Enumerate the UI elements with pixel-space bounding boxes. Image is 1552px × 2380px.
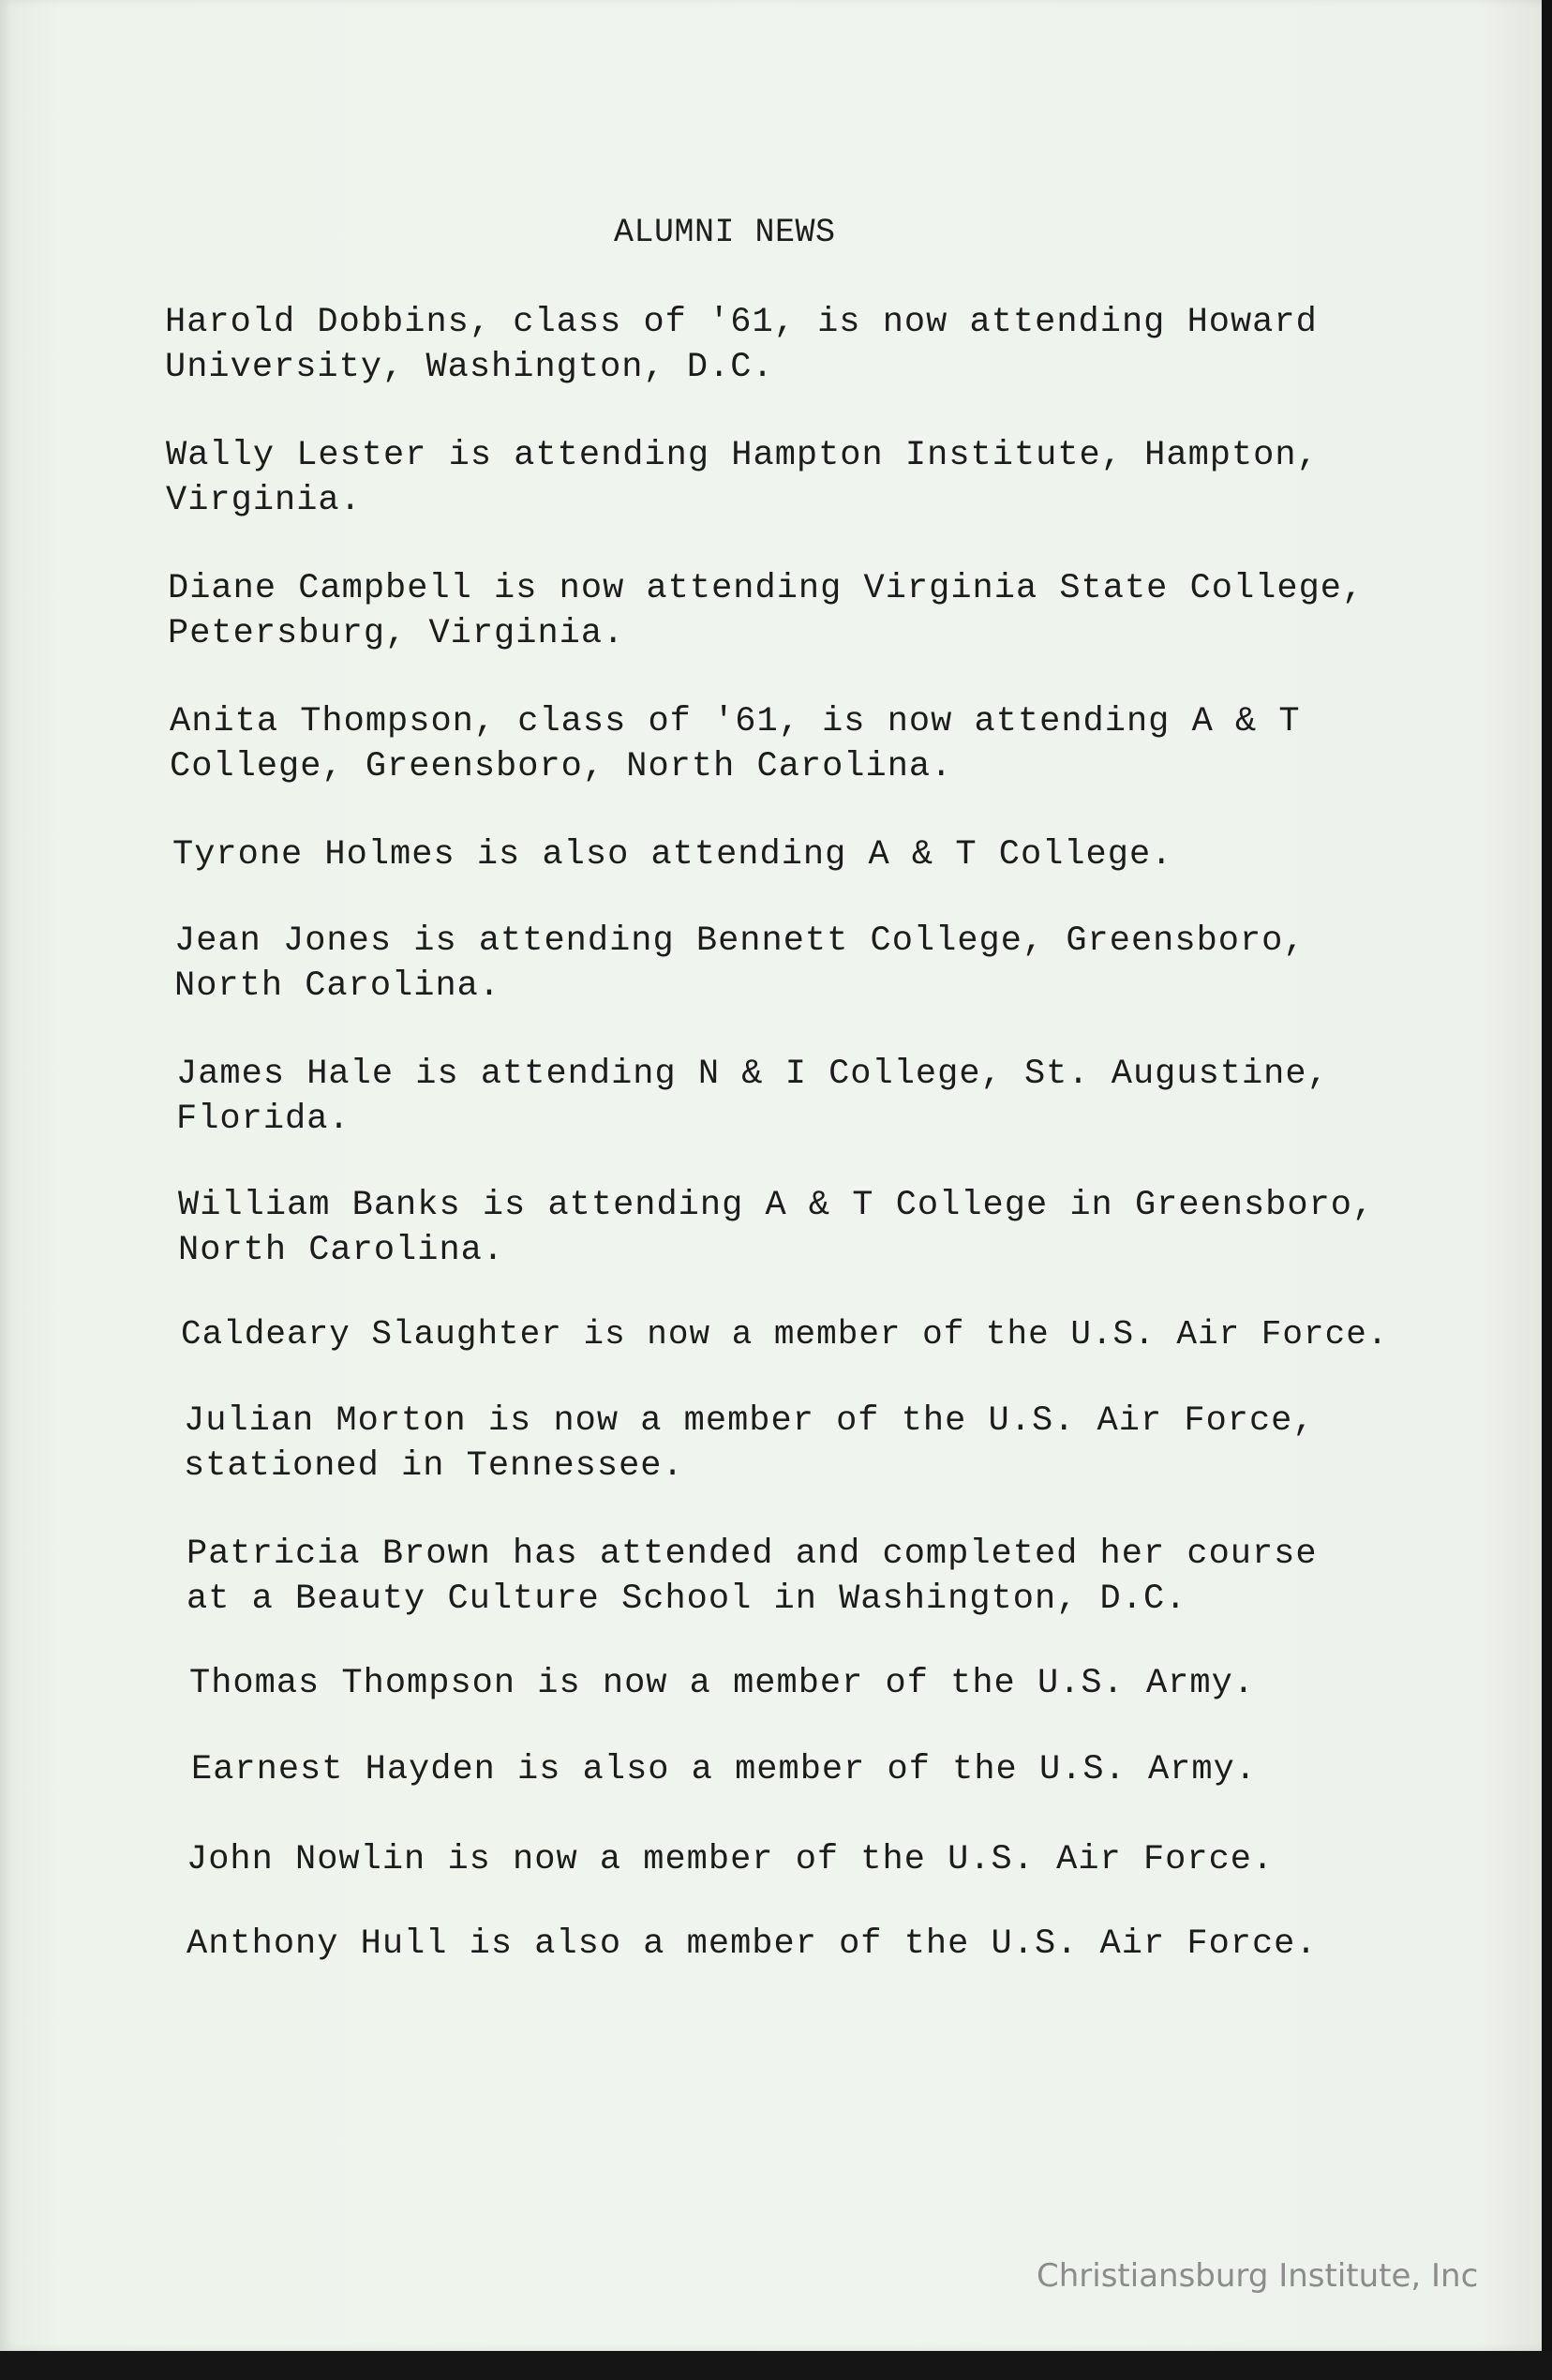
news-entry — [168, 566, 1364, 656]
entry-line: Diane Campbell is now attending Virginia State College, — [168, 569, 1365, 608]
news-entry — [172, 832, 1172, 877]
entry-line: John Nowlin is now a member of the U.S. Air Force. — [187, 1840, 1275, 1879]
entry-line: Anita Thompson, class of '61, is now attending A & T — [170, 702, 1301, 741]
entry-line: Thomas Thompson is now a member of the U.S. Army. — [189, 1664, 1255, 1703]
news-entry — [165, 300, 1318, 390]
news-entry — [184, 1399, 1315, 1489]
watermark: Christiansburg Institute, Inc — [1037, 2257, 1479, 2295]
entry-line: William Banks is attending A & T College in Greensboro, — [178, 1186, 1375, 1225]
entry-line: Caldeary Slaughter is now a member of the U.S. Air Force. — [181, 1315, 1389, 1354]
news-entry — [187, 1532, 1318, 1622]
news-entry — [187, 1922, 1318, 1967]
entry-line: North Carolina. — [174, 966, 501, 1006]
entry-line: James Hale is attending N & I College, St. Augustine, — [176, 1055, 1329, 1094]
entry-line: at a Beauty Culture School in Washington, D.C. — [187, 1579, 1187, 1619]
news-entry — [176, 1052, 1329, 1142]
entry-line: Wally Lester is attending Hampton Institute, Hampton, — [166, 436, 1319, 475]
news-entry — [166, 433, 1319, 523]
entry-line: Patricia Brown has attended and completed her course — [187, 1534, 1318, 1574]
news-entry — [174, 919, 1306, 1009]
news-entry — [178, 1183, 1374, 1273]
scan-border-bottom — [0, 2351, 1552, 2380]
news-entry — [191, 1747, 1257, 1792]
scan-border-right — [1542, 0, 1552, 2380]
entry-line: Anthony Hull is also a member of the U.S. Air Force. — [187, 1924, 1318, 1964]
news-entry — [189, 1661, 1255, 1706]
entry-line: Harold Dobbins, class of '61, is now attending Howard — [165, 303, 1318, 342]
news-entry — [181, 1312, 1388, 1357]
entry-line: North Carolina. — [178, 1231, 505, 1270]
news-entry — [187, 1837, 1274, 1882]
entry-line: Jean Jones is attending Bennett College, Greensboro, — [174, 921, 1306, 961]
entry-line: Julian Morton is now a member of the U.S. Air Force, — [184, 1401, 1315, 1441]
entry-line: Tyrone Holmes is also attending A & T College. — [172, 835, 1173, 875]
news-entry — [170, 699, 1301, 789]
entry-line: Petersburg, Virginia. — [168, 614, 625, 653]
entry-line: University, Washington, D.C. — [165, 348, 774, 387]
entry-line: Earnest Hayden is also a member of the U.S. Army. — [191, 1750, 1257, 1789]
entry-line: Florida. — [176, 1100, 351, 1139]
entry-line: Virginia. — [166, 481, 362, 520]
page-title: ALUMNI NEWS — [614, 214, 836, 251]
entry-line: College, Greensboro, North Carolina. — [170, 747, 953, 786]
entry-line: stationed in Tennessee. — [184, 1446, 684, 1486]
